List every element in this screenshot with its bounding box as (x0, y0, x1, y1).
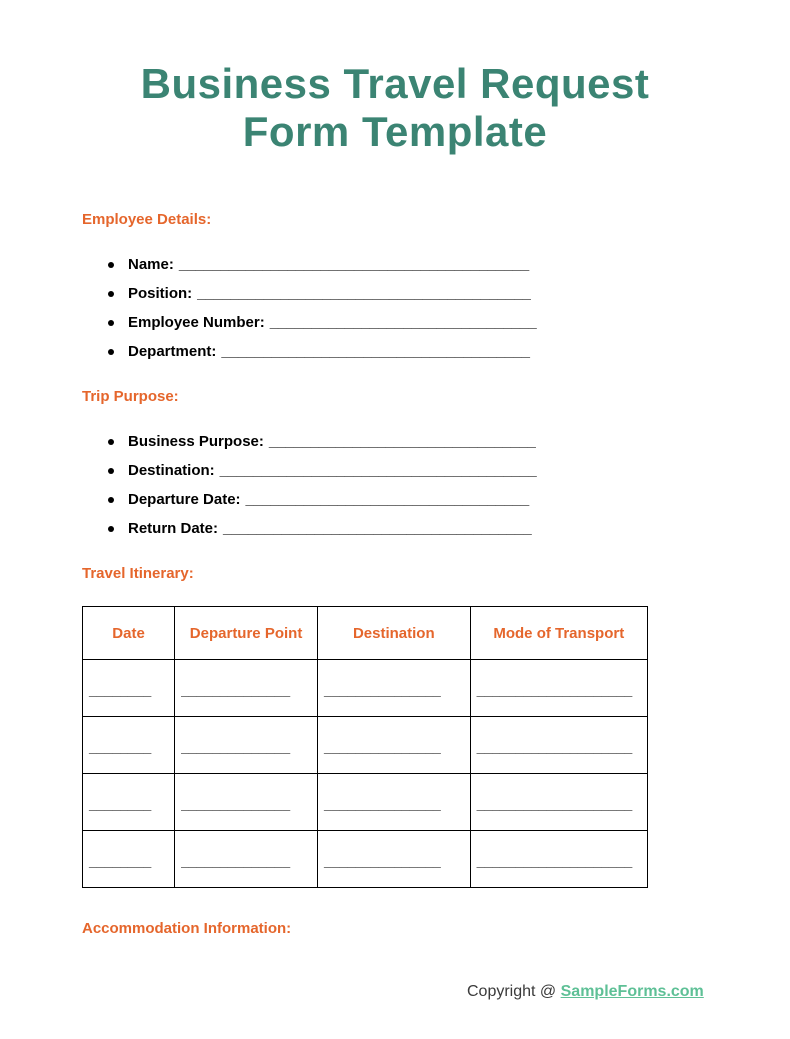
field-row-destination (108, 456, 648, 485)
bullet-dot-icon (108, 497, 114, 503)
table-cell-blank: ______________ (175, 831, 318, 888)
field-row-department (108, 337, 648, 366)
field-row-business-purpose (108, 427, 648, 456)
field-label-business-purpose: Business Purpose: (128, 433, 264, 450)
field-row-departure-date (108, 485, 648, 514)
field-blank-destination: ______________________________________ (219, 462, 537, 479)
section-heading-trip-purpose: Trip Purpose: (82, 388, 179, 405)
field-label-departure-date: Departure Date: (128, 491, 241, 508)
bullet-dot-icon (108, 349, 114, 355)
table-header-row (83, 607, 648, 660)
field-label-return-date: Return Date: (128, 520, 219, 537)
table-row (83, 717, 648, 774)
field-label-department: Department: (128, 343, 217, 360)
field-row-name (108, 250, 648, 279)
bullet-dot-icon (108, 468, 114, 474)
bullet-dot-icon (108, 262, 114, 268)
employee-details-list (82, 250, 648, 366)
bullet-dot-icon (108, 439, 114, 445)
field-row-employee-number (108, 308, 648, 337)
table-header-date: Date (83, 607, 175, 660)
trip-purpose-list (82, 427, 648, 543)
copyright-text: Copyright @ (467, 983, 557, 1000)
table-cell-blank: ________ (83, 774, 175, 831)
footer-copyright (467, 983, 704, 1001)
form-title-line2: Form Template (242, 108, 548, 155)
table-cell-blank: _______________ (318, 717, 471, 774)
field-blank-departure-date: __________________________________ (245, 491, 530, 508)
table-cell-blank: _______________ (318, 660, 471, 717)
field-label-position: Position: (128, 285, 193, 302)
form-title (0, 0, 790, 156)
table-cell-blank: ______________ (175, 660, 318, 717)
section-heading-travel-itinerary: Travel Itinerary: (82, 565, 194, 582)
table-cell-blank: ____________________ (470, 717, 647, 774)
field-blank-name: __________________________________________ (178, 256, 530, 273)
table-cell-blank: ______________ (175, 774, 318, 831)
field-label-name: Name: (128, 256, 174, 273)
form-content (82, 211, 648, 937)
bullet-dot-icon (108, 526, 114, 532)
sampleforms-link[interactable]: SampleForms.com (560, 983, 704, 1000)
table-cell-blank: ________ (83, 717, 175, 774)
table-cell-blank: _______________ (318, 774, 471, 831)
table-row (83, 660, 648, 717)
field-blank-employee-number: ________________________________ (269, 314, 537, 331)
bullet-dot-icon (108, 320, 114, 326)
table-cell-blank: ________ (83, 660, 175, 717)
table-cell-blank: ____________________ (470, 660, 647, 717)
travel-itinerary-table (82, 606, 648, 888)
table-cell-blank: ____________________ (470, 774, 647, 831)
field-row-return-date (108, 514, 648, 543)
section-heading-accommodation-information: Accommodation Information: (82, 920, 292, 937)
field-row-position (108, 279, 648, 308)
form-title-line1: Business Travel Request (140, 60, 650, 107)
bullet-dot-icon (108, 291, 114, 297)
section-heading-employee-details: Employee Details: (82, 211, 212, 228)
field-blank-business-purpose: ________________________________ (268, 433, 536, 450)
field-blank-department: _____________________________________ (221, 343, 531, 360)
field-label-destination: Destination: (128, 462, 215, 479)
table-cell-blank: ____________________ (470, 831, 647, 888)
table-cell-blank: ________ (83, 831, 175, 888)
table-row (83, 774, 648, 831)
table-row (83, 831, 648, 888)
table-cell-blank: ______________ (175, 717, 318, 774)
field-label-employee-number: Employee Number: (128, 314, 265, 331)
field-blank-position: ________________________________________ (197, 285, 531, 302)
table-header-mode-of-transport: Mode of Transport (470, 607, 647, 660)
table-header-destination: Destination (318, 607, 471, 660)
table-cell-blank: _______________ (318, 831, 471, 888)
field-blank-return-date: _____________________________________ (223, 520, 532, 537)
table-header-departure-point: Departure Point (175, 607, 318, 660)
